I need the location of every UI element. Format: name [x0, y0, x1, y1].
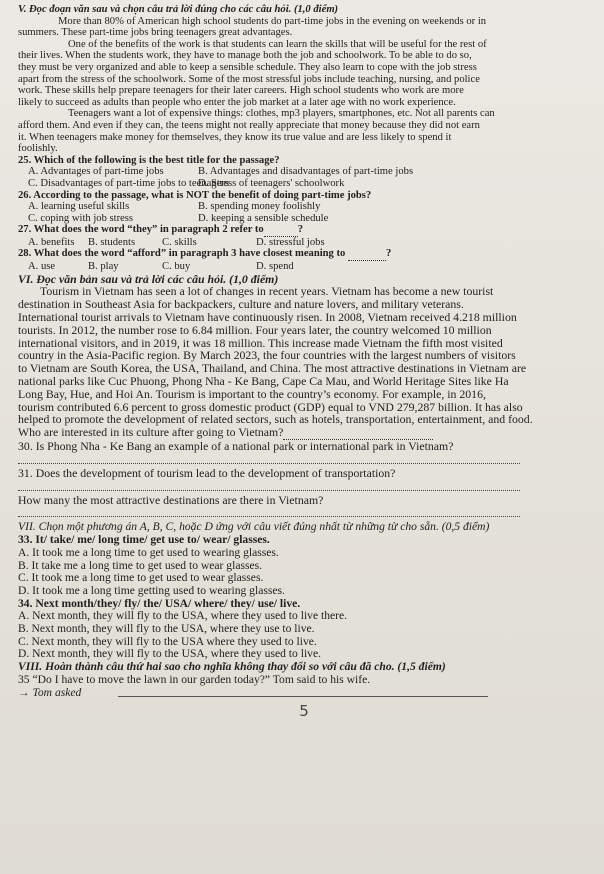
q27-option-a: A. benefits [28, 236, 75, 248]
q28-stem: 28. What does the word “afford” in paragraph 3 have closest meaning to [18, 248, 346, 260]
reading-line: helped to promote the development of related sectors, such as hotels, transportation, entertainment, and food. [18, 412, 533, 427]
q27-option-c: C. skills [162, 236, 197, 248]
question-31: 31. Does the development of tourism lead to the development of transportation? [18, 465, 396, 480]
q32-answer-line[interactable] [18, 506, 520, 517]
q26-option-a: A. learning useful skills [28, 201, 130, 213]
passage-line: apart from the stress of the schoolwork. Some of the most stressful jobs include teaching, nursing, and police [18, 73, 480, 85]
passage-line: they must be very organized and able to keep a sensible schedule. They also learn to cope with the job stress [18, 61, 477, 73]
reading-line: country in the Asia-Pacific region. By March 2023, the four countries with the largest numbers of visitors [18, 348, 516, 363]
q25-option-c: C. Disadvantages of part-time jobs to teenagers [28, 177, 229, 189]
q28-option-c: C. buy [162, 261, 191, 273]
reading-line: International tourist arrivals to Vietnam have continuously risen. In 2008, Vietnam received 4.218 million [18, 310, 517, 325]
q28-option-d: D. spend [256, 261, 294, 273]
question-29 [18, 426, 590, 440]
question-34: 34. Next month/they/ fly/ the/ USA/ where/ they/ use/ live. [18, 596, 301, 610]
section-5-heading: V. Đọc đoạn văn sau và chọn câu trả lời đúng cho các câu hỏi. (1,0 điểm) [18, 4, 339, 15]
q29-text: Who are interested in its culture after going to Vietnam? [18, 425, 284, 440]
passage-line: their lives. When the students work, they have to manage both the job and schoolwork. To be able to do so, [18, 50, 472, 62]
passage-line: summers. These part-time jobs bring teenagers great advantages. [18, 27, 293, 39]
q26-option-d: D. keeping a sensible schedule [198, 212, 329, 224]
q34-option-d: D. Next month, they will fly to the USA, where they used to live. [18, 647, 321, 661]
q28-mark: ? [386, 248, 392, 260]
q26-option-b: B. spending money foolishly [198, 201, 321, 213]
question-25: 25. Which of the following is the best title for the passage? [18, 154, 280, 166]
q33-option-a: A. It took me a long time to get used to wearing glasses. [18, 545, 279, 559]
q30-answer-line[interactable] [18, 453, 520, 464]
q25-options-row-1 [18, 166, 590, 178]
q34-option-b: B. Next month, they will fly to the USA, where they use to live. [18, 622, 315, 636]
passage-line: foolishly. [18, 143, 58, 155]
q29-answer-line[interactable] [283, 426, 433, 440]
reading-line: tourism contributed 6.6 percent to gross domestic product (GDP) equal to VND 279,287 billion. It has also [18, 399, 523, 414]
passage-line: Teenagers want a lot of expensive things: clothes, mp3 players, smartphones, etc. Not all parents can [68, 108, 495, 120]
passage-line: One of the benefits of the work is that students can learn the skills that will be useful for the rest of [68, 38, 487, 50]
reading-line: destination in Southeast Asia for backpackers, culture and nature lovers, and military veterans. [18, 297, 464, 312]
question-27 [18, 224, 590, 237]
question-33: 33. It/ take/ me/ long time/ get use to/ wear/ glasses. [18, 533, 270, 547]
section-7 [18, 520, 590, 721]
q28-blank [348, 248, 386, 261]
q25-option-a: A. Advantages of part-time jobs [28, 166, 164, 178]
reading-line: tourists. In 2012, the number rose to 6.84 million. Four years later, the country welcomed 10 million [18, 322, 492, 337]
q28-option-a: A. use [28, 261, 56, 273]
section-7-heading-text: VII. Chọn một phương án A, B, C, hoặc D ứng với câu viết đúng nhất từ những từ cho sẵn. (0,5 điểm) [18, 520, 490, 534]
q35-answer-prefix: → Tom asked [18, 685, 82, 699]
q26-options-row-1 [18, 201, 590, 213]
reading-line: to Vietnam are South Korea, the USA, Thailand, and China. The most attractive destinations in Vietnam are [18, 361, 527, 376]
q25-options-row-2 [18, 178, 590, 190]
q28-option-b: B. play [88, 261, 119, 273]
section-8-heading: VIII. Hoàn thành câu thứ hai sao cho nghĩa không thay đổi so với câu đã cho. (1,5 điểm) [18, 660, 446, 674]
q33-option-c: C. It took me a long time to get used to wear glasses. [18, 571, 264, 585]
passage-line: likely to succeed as adults than people who enter the job market at a later age with no work experience. [18, 96, 456, 108]
passage-line: More than 80% of American high school students do part-time jobs in the evening on weekends or in [58, 15, 487, 27]
q27-option-b: B. students [88, 236, 136, 248]
section-6 [18, 273, 590, 518]
passage-line: work. These skills help prepare teenagers for their later careers. High school students who work are more [18, 85, 464, 97]
passage-line: it. When teenagers make money for themselves, they know its true value and are less likely to spend it [18, 131, 452, 143]
q27-mark: ? [297, 224, 304, 236]
q28-options [18, 261, 590, 273]
reading-line: Tourism in Vietnam has seen a lot of changes in recent years. Vietnam has become a new tourist [40, 284, 494, 299]
reading-line: international visitors, and in 2019, it was 18 million. This increase made Vietnam the fifth most visited [18, 335, 503, 350]
q35-answer-line[interactable] [118, 696, 488, 697]
question-28 [18, 248, 590, 261]
question-32: How many the most attractive destinations are there in Vietnam? [18, 492, 324, 507]
section-6-heading: VI. Đọc văn bản sau và trả lời các câu hỏi. (1,0 điểm) [18, 271, 279, 286]
q34-option-a: A. Next month, they will fly to the USA, where they used to live there. [18, 609, 348, 623]
q27-options [18, 237, 590, 249]
passage-line: afford them. And even if they can, the teens might not really appreciate that money because they did not earn [18, 119, 480, 131]
q34-option-c: C. Next month, they will fly to the USA where they used to live. [18, 634, 317, 648]
q27-blank [264, 224, 298, 237]
q33-option-b: B. It take me a long time to get used to wear glasses. [18, 558, 263, 572]
q31-answer-line[interactable] [18, 480, 520, 491]
page-number: 5 [299, 702, 309, 721]
question-30: 30. Is Phong Nha - Ke Bang an example of a national park or international park in Vietnam? [18, 439, 454, 454]
reading-line: Long Bay, Hue, and Hoi An. Tourism is important to the country’s economy. For example, in 2016, [18, 386, 486, 401]
question-35: 35 “Do I have to move the lawn in our garden today?” Tom said to his wife. [18, 672, 371, 686]
q26-options-row-2 [18, 213, 590, 225]
q27-option-d: D. stressful jobs [256, 236, 325, 248]
q27-stem: 27. What does the word “they” in paragraph 2 refer to [18, 224, 264, 236]
q33-option-d: D. It took me a long time getting used to wearing glasses. [18, 583, 285, 597]
reading-line: national parks like Cuc Phuong, Phong Nha - Ke Bang, Cape Ca Mau, and World Heritage Sites like Ha [18, 374, 509, 389]
question-26: 26. According to the passage, what is NOT the benefit of doing part-time jobs? [18, 189, 372, 201]
q25-option-b: B. Advantages and disadvantages of part-time jobs [198, 166, 414, 178]
q26-option-c: C. coping with job stress [28, 212, 134, 224]
q25-option-d: D. Stress of teenagers' schoolwork [198, 177, 345, 189]
